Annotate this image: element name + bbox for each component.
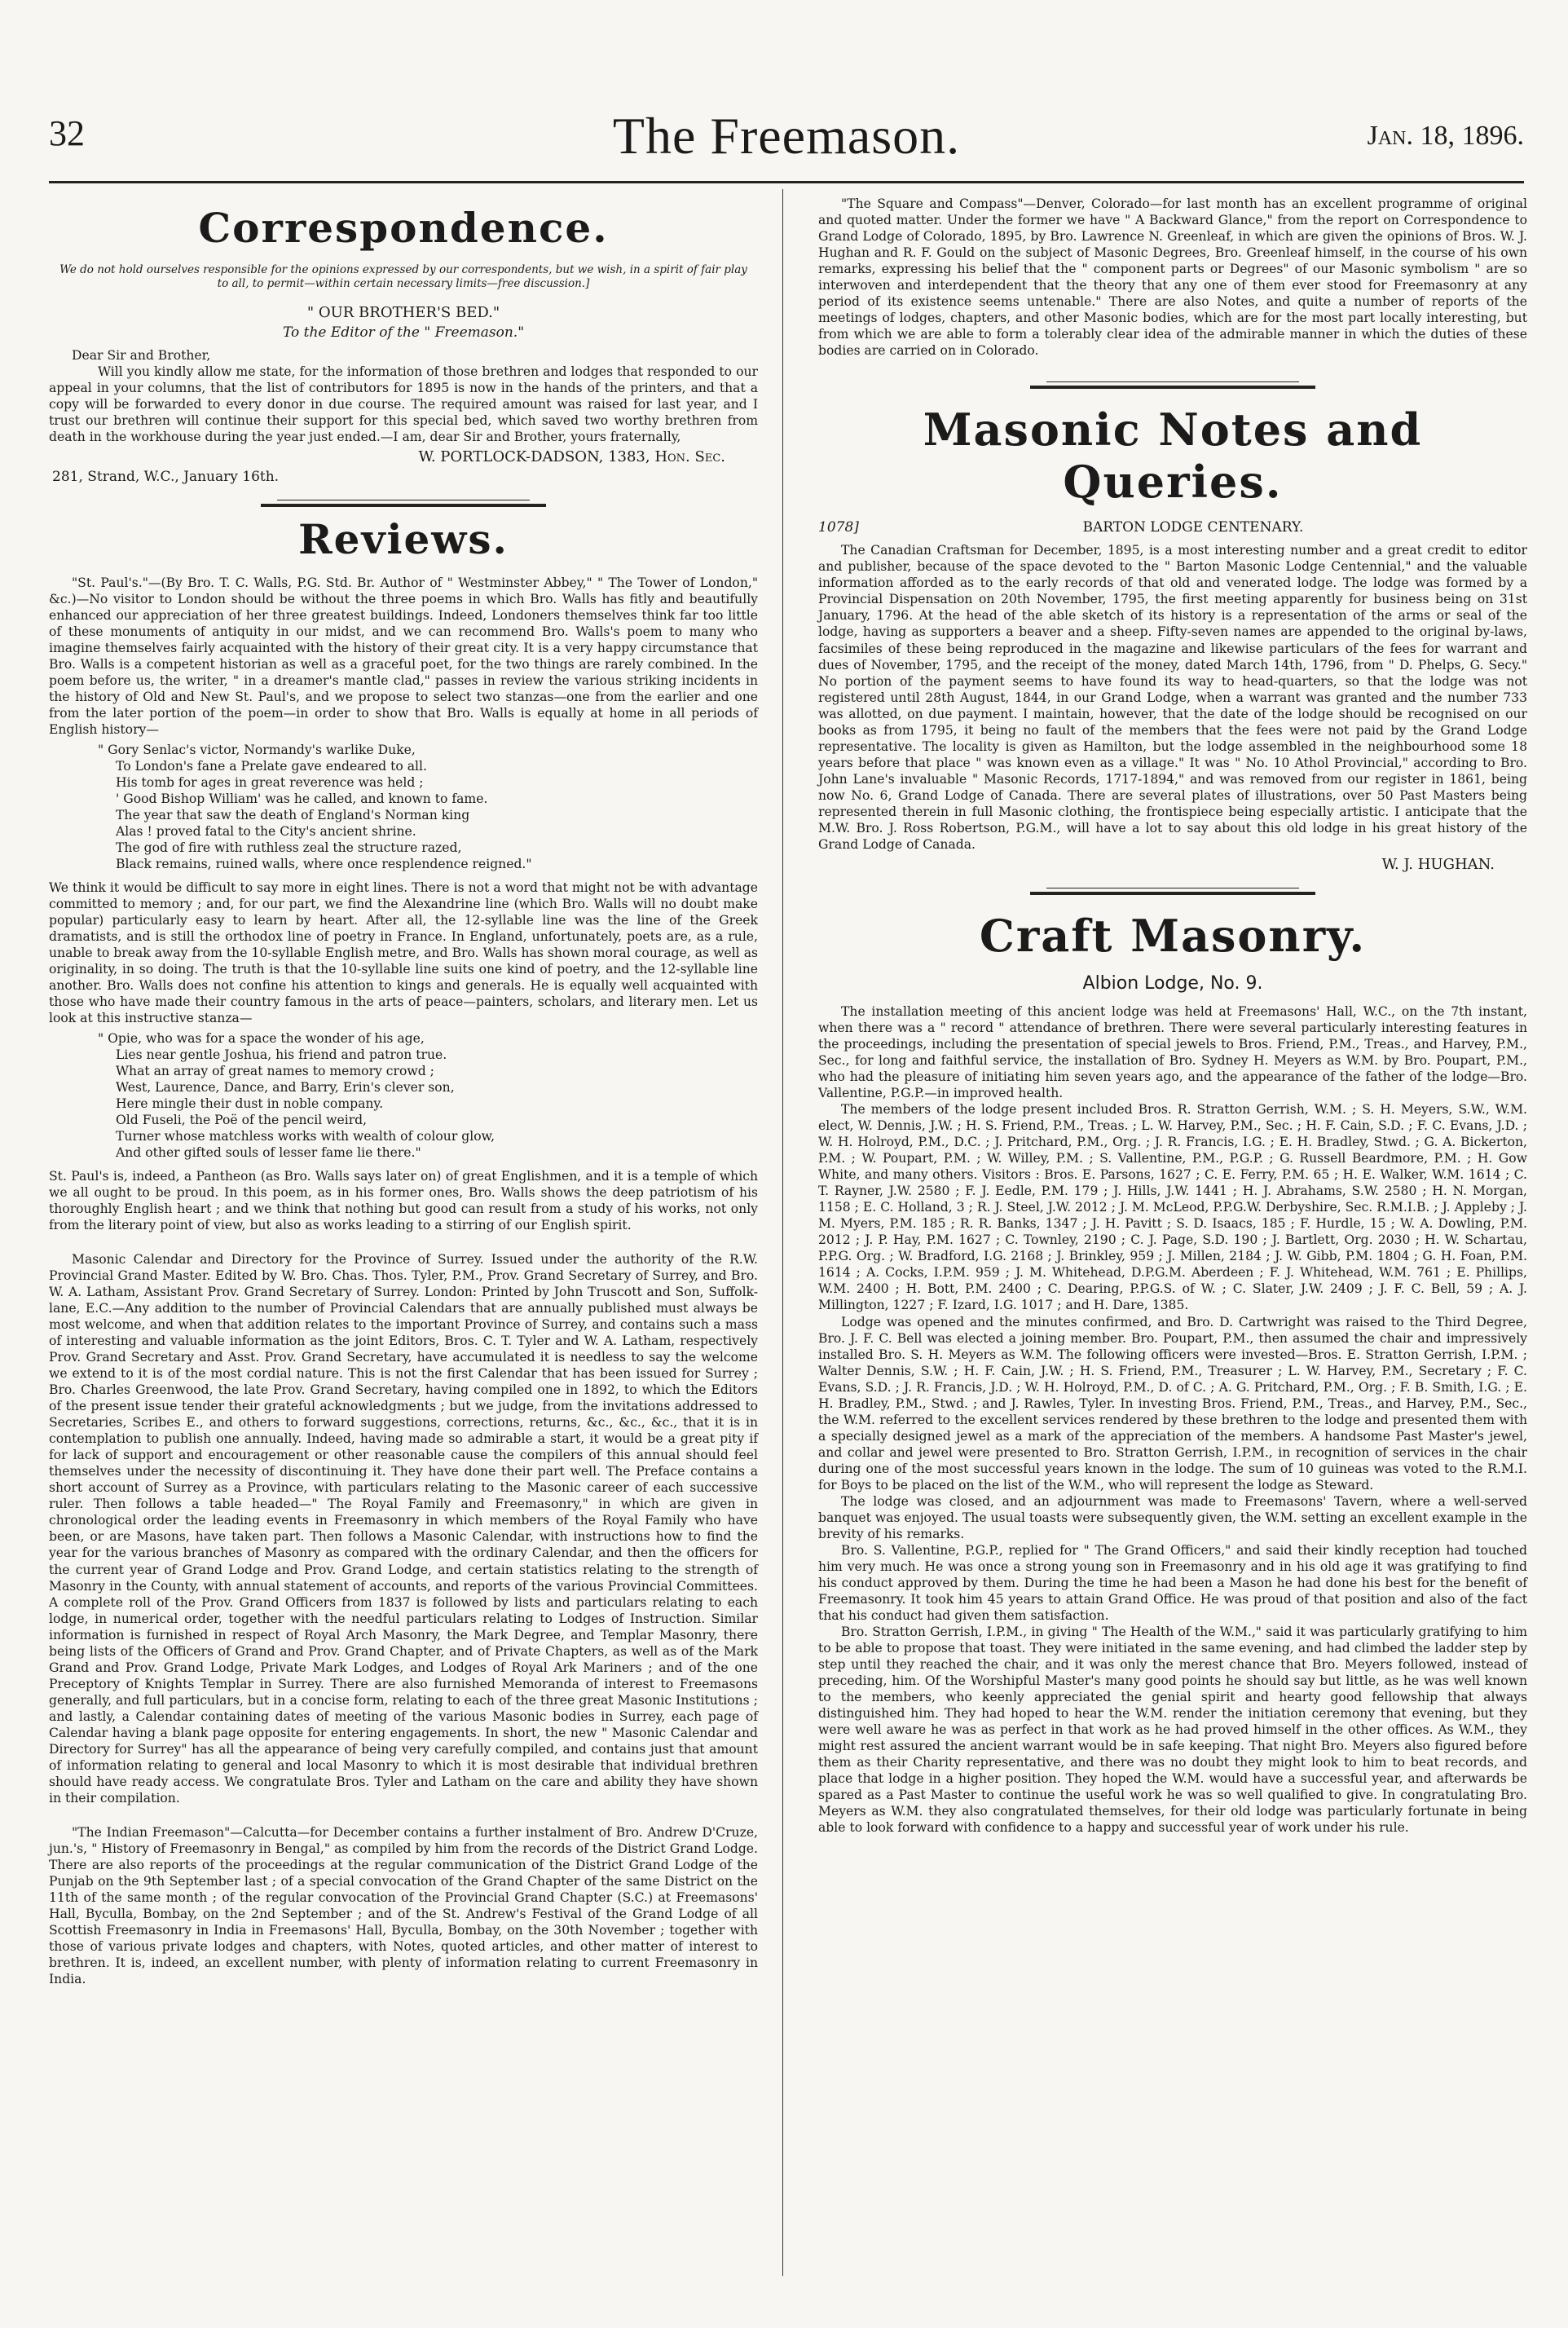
report-paragraph: Lodge was opened and the minutes confirmed, and Bro. D. Cartwright was raised to the Third Degree, Bro. J. F. C. Bell was elected a joining member. Bro. Poupart, P.M., then assumed the chair and impressively installed Bro. S. H. Meyers as W.M. The following officers were invested—Bros. E. Stratton Gerrish, I.P.M. ; Walter Dennis, S.W. ; H. F. Cain, J.W. ; H. S. Friend, P.M., Treasurer ; L. W. Harvey, P.M., Secretary ; F. C. Evans, S.D. ; J. R. Francis, J.D. ; W. H. Holroyd, P.M., D. of C. ; A. G. Pritchard, P.M., Org. ; F. B. Smith, I.G. ; E. H. Bradley, P.M., Stwd. ; and J. Rawles, Tyler. In investing Bros. Friend, P.M., Treas., and Harvey, P.M., Sec., the W.M. referred to the excellent services rendered by these brethren to the lodge and presented them with a specially designed jewel as a mark of the appreciation of the members. A handsome Past Master's jewel, and collar and jewel were presented to Bro. Stratton Gerrish, I.P.M., in recognition of services in the chair during one of the most successful years known in the lodge. The sum of 10 guineas was voted to the R.M.I. for Boys to be placed on the list of the W.M., who will represent the lodge as Steward. <box>818 1314 1527 1492</box>
section-rule <box>261 504 546 507</box>
verse-line: ' Good Bishop William' was he called, and known to fame. <box>116 791 488 807</box>
correspondence-section <box>49 204 758 507</box>
page-number: 32 <box>49 113 85 153</box>
query-number: 1078] <box>818 519 859 536</box>
left-column <box>49 196 758 1987</box>
newspaper-title: The Freemason. <box>612 107 961 165</box>
correspondence-disclaimer: We do not hold ourselves responsible for the opinions expressed by our correspondents, but we wish, in a spirit of fair play to all, to permit—within certain necessary limits—free discussion.] <box>59 263 747 290</box>
section-rule <box>1030 386 1315 389</box>
verse-line: Alas ! proved fatal to the City's ancient shrine. <box>116 824 416 840</box>
verse-line: " Gory Senlac's victor, Normandy's warlike Duke, <box>98 743 416 758</box>
verse-line: And other gifted souls of lesser fame lie there." <box>116 1144 421 1160</box>
reviews-heading: Reviews. <box>298 514 509 563</box>
reviews-section <box>49 515 758 1987</box>
craft-masonry-section <box>818 910 1527 1836</box>
verse-line: Old Fuseli, the Poë of the pencil weird, <box>116 1112 368 1127</box>
notes-queries-section <box>818 403 1527 895</box>
verse-line: What an array of great names to memory crowd ; <box>116 1064 434 1079</box>
section-rule <box>1046 381 1299 382</box>
review-paragraph: "St. Paul's."—(By Bro. T. C. Walls, P.G. Std. Br. Author of " Westminster Abbey," " The Tower of London," &c.)—No visitor to London should be without the three poems in which Bro. Walls has fitly and beautifully enhanced our appreciation of her three greatest buildings. Indeed, Londoners themselves think far too little of these monuments of antiquity in our midst, and we can recommend Bro. Walls's poem to many who imagine themselves fairly acquainted with the history of their great city. It is a very happy circumstance that Bro. Walls is a competent historian as well as a graceful poet, for the two things are rarely combined. In the poem before us, the writer, " in a dreamer's mantle clad," passes in review the various striking incidents in the history of Old and New St. Paul's, and we propose to select two stanzas—one from the earlier and one from the later portion of the poem—in order to show that Bro. Walls is equally at home in all periods of English history— <box>49 575 758 738</box>
letter-addressee: To the Editor of the " Freemason." <box>282 324 525 341</box>
square-compass-review <box>818 196 1527 389</box>
verse-line: The god of fire with ruthless zeal the structure razed, <box>116 840 462 855</box>
letter-address: 281, Strand, W.C., January 16th. <box>52 468 280 485</box>
verse-line: Lies near gentle Joshua, his friend and patron true. <box>116 1047 447 1063</box>
report-paragraph: Bro. Stratton Gerrish, I.P.M., in giving " The Health of the W.M.," said it was particularly gratifying to him to be able to propose that toast. They were initiated in the same evening, and had climbed the ladder step by step until they reached the chair, and it was only the merest chance that Bro. Meyers followed, instead of preceding, him. Of the Worshipful Master's many good points he should say but little, as he was well known to the members, who keenly appreciated the genial spirit and hearty good fellowship that always distinguished him. They had hoped to hear the W.M. render the initiation ceremony that evening, but they were well aware he was as perfect in that work as he had proved himself in the other offices. As W.M., they might rest assured the ancient warrant would be in safe keeping. That night Bro. Meyers also figured before them as their Charity representative, and there was no doubt they might look to him to beat records, and place that lodge in a higher position. They hoped the W.M. would have a successful year, and afterwards be spared as a Past Master to continue the useful work he was so well qualified to give. In congratulating Bro. Meyers as W.M. they also congratulated themselves, for their old lodge was particularly fortunate in being able to look forward with confidence to a happy and successful year of work under his rule. <box>818 1625 1527 1836</box>
issue-date: Jan. 18, 1896. <box>1367 121 1524 151</box>
verse-line: " Opie, who was for a space the wonder of his age, <box>98 1031 425 1047</box>
verse-line: West, Laurence, Dance, and Barry, Erin's clever son, <box>116 1080 455 1096</box>
letter-salutation: Dear Sir and Brother, <box>72 347 211 363</box>
masthead <box>49 106 1524 179</box>
letter-title: " OUR BROTHER'S BED." <box>306 303 500 321</box>
notes-queries-heading: Masonic Notes and Queries. <box>923 403 1423 509</box>
letter-signature: W. PORTLOCK-DADSON, 1383, Hon. Sec. <box>418 448 725 465</box>
report-paragraph: The installation meeting of this ancient lodge was held at Freemasons' Hall, W.C., on the 7th instant, when there was a " record " attendance of brethren. There were several particularly interesting features in the proceedings, including the presentation of special jewels to Bros. Friend, P.M., Treas., and Harvey, P.M., Sec., for long and faithful service, the installation of Bro. Sydney H. Meyers as W.M. by Bro. Poupart, P.M., who had the pleasure of initiating him seven years ago, and the appearance of the father of the lodge—Bro. Vallentine, P.G.P.—in improved health. <box>818 1003 1527 1101</box>
report-paragraph: The members of the lodge present included Bros. R. Stratton Gerrish, W.M. ; S. H. Meyers, S.W., W.M. elect, W. Dennis, J.W. ; H. S. Friend, P.M., Treas. ; L. W. Harvey, P.M., Sec. ; H. F. Cain, S.D. ; F. C. Evans, J.D. ; W. H. Holroyd, P.M., D.C. ; J. Pritchard, P.M., Org. ; J. R. Francis, I.G. ; E. H. Bradley, Stwd. ; G. A. Bickerton, P.M. ; W. Poupart, P.M. ; W. Willey, P.M. ; S. Vallentine, P.M., P.G.P. ; G. Russell Beardmore, P.M. ; H. Gow White, and many others. Visitors : Bros. E. Parsons, 1627 ; C. E. Ferry, P.M. 65 ; H. E. Walker, W.M. 1614 ; C. T. Rayner, J.W. 2580 ; F. J. Eedle, P.M. 179 ; J. Hills, J.W. 1441 ; H. J. Abrahams, S.W. 2580 ; H. N. Morgan, 1158 ; E. C. Holland, 3 ; R. J. Steel, J.W. 2012 ; J. M. McLeod, P.P.G.W. Derbyshire, Sec. R.M.I.B. ; J. Appleby ; J. M. Myers, P.M. 185 ; R. R. Banks, 1347 ; J. H. Pavitt ; S. D. Isaacs, 185 ; F. Hurdle, 15 ; W. A. Dowling, P.M. 2012 ; J. P. Hay, P.M. 1627 ; C. Townley, 2190 ; C. J. Page, S.D. 190 ; J. Bartlett, Org. 2030 ; H. W. Schartau, P.P.G. Org. ; W. Bradford, I.G. 2168 ; J. Brinkley, 959 ; J. Millen, 2184 ; J. W. Gibb, P.M. 1804 ; G. H. Foan, P.M. 1614 ; A. Cocks, I.P.M. 959 ; J. M. Whitehead, D.P.G.M. Aberdeen ; F. J. Whitehead, W.M. 761 ; E. Phillips, W.M. 2400 ; H. Bott, P.M. 2400 ; C. Dearing, P.P.G.S. of W. ; C. Slater, J.W. 2409 ; J. F. C. Bell, 59 ; A. J. Millington, 1227 ; F. Izard, I.G. 1017 ; and H. Dare, 1385. <box>818 1102 1527 1313</box>
query-title: BARTON LODGE CENTENARY. <box>1082 519 1304 536</box>
report-paragraph: The lodge was closed, and an adjournment was made to Freemasons' Tavern, where a well-served banquet was enjoyed. The usual toasts were subsequently given, the W.M. setting an excellent example in the brevity of his remarks. <box>818 1493 1527 1541</box>
verse-line: His tomb for ages in great reverence was held ; <box>116 775 424 791</box>
verse-line: Black remains, ruined walls, where once resplendence reigned." <box>116 856 532 871</box>
review-paragraph: "The Square and Compass"—Denver, Colorado—for last month has an excellent programme of original and quoted matter. Under the former we have " A Backward Glance," from the report on Correspondence to Grand Lodge of Colorado, 1895, by Bro. Lawrence N. Greenleaf, in which are given the opinions of Bros. W. J. Hughan and R. F. Gould on the subject of Masonic Degrees, Bro. Greenleaf himself, in the course of his own remarks, expressing his belief that the " component parts or Degrees" of our Masonic symbolism " are so interwoven and interdependent that the theory that any one of them ever stood for Freemasonry at any period of its existence seems untenable." There are also Notes, and quite a number of reports of the meetings of lodges, chapters, and other Masonic bodies, which are for the most part locally interesting, but from which we are able to form a tolerably clear idea of the admirable manner in which the duties of these bodies are carried on in Colorado. <box>818 196 1527 359</box>
lodge-subheading: Albion Lodge, No. 9. <box>1082 972 1263 994</box>
correspondence-heading: Correspondence. <box>198 204 609 252</box>
letter-body: Will you kindly allow me state, for the information of those brethren and lodges that responded to our appeal in your columns, that the list of contributors for 1895 is now in the hands of the printers, and that a copy will be forwarded to every donor in due course. The required amount was raised for last year, and I trust our brethren will continue their support for this special bed, which saved two worthy brethren from death in the workhouse during the year just ended.—I am, dear Sir and Brother, yours fraternally, <box>49 364 758 444</box>
review-paragraph: Masonic Calendar and Directory for the Province of Surrey. Issued under the authority of the R.W. Provincial Grand Master. Edited by W. Bro. Chas. Thos. Tyler, P.M., Prov. Grand Secretary of Surrey, and Bro. W. A. Latham, Assistant Prov. Grand Secretary of Surrey. London: Printed by John Truscott and Son, Suffolk-lane, E.C.—Any addition to the number of Provincial Calendars that are annually published must always be most welcome, and when that addition relates to the important Province of Surrey, and contains such a mass of interesting and valuable information as the joint Editors, Bros. C. T. Tyler and W. A. Latham, respectively Prov. Grand Secretary and Asst. Prov. Grand Secretary, have accumulated it is needless to say the welcome we extend to it is of the most cordial nature. This is not the first Calendar that has been issued for Surrey ; Bro. Charles Greenwood, the late Prov. Grand Secretary, having compiled one in 1892, to which the Editors of the present issue tender their grateful acknowledgments ; but we judge, from the invitations addressed to Secretaries, Scribes E., and others to forward suggestions, corrections, returns, &c., &c., &c., that it is in contemplation to publish one annually. Indeed, having made so admirable a start, it would be a great pity if for lack of support and encouragement or other reasonable cause the compilers of this annual should feel themselves under the necessity of discontinuing it. They have done their part well. The Preface contains a short account of Surrey as a Province, with particulars relating to the Masonic career of each successive ruler. Then follows a table headed—" The Royal Family and Freemasonry," in which are given in chronological order the leading events in Freemasonry in which members of the Royal Family who have been, or are Masons, have taken part. Then follows a Masonic Calendar, with instructions how to find the year for the various branches of Masonry as compared with the ordinary Calendar, and then the officers for the current year of Grand Lodge and Prov. Grand Lodge, and certain statistics relating to the strength of Masonry in the County, with annual statement of accounts, and reports of the various Provincial Committees. A complete roll of the Prov. Grand Officers from 1837 is followed by lists and particulars relating to each lodge, in numerical order, together with the needful particulars relating to Lodges of Instruction. Similar information is furnished in respect of Royal Arch Masonry, the Mark Degree, and Templar Masonry, there being lists of the Officers of Grand and Prov. Grand Chapter, and of Private Chapters, as well as of the Mark Grand and Prov. Grand Lodge, Private Mark Lodges, and Lodges of Royal Ark Mariners ; and of the one Preceptory of Knights Templar in Surrey. There are also furnished Memoranda of interest to Freemasons generally, and full particulars, but in a concise form, relating to each of the three great Masonic Institutions ; and lastly, a Calendar containing dates of meeting of the various Masonic bodies in Surrey, each page of Calendar having a blank page opposite for entering engagements. In short, the new " Masonic Calendar and Directory for Surrey" has all the appearance of being very carefully compiled, and contains just that amount of information relating to general and local Masonry to which it is most desirable that individual brethren should have ready access. We congratulate Bros. Tyler and Latham on the care and ability they have shown in their compilation. <box>49 1251 758 1806</box>
verse-line: Turner whose matchless works with wealth of colour glow, <box>116 1128 496 1144</box>
verse-line: The year that saw the death of England's Norman king <box>116 808 470 823</box>
review-paragraph: We think it would be difficult to say more in eight lines. There is not a word that might not be with advantage committed to memory ; and, for our part, we find the Alexandrine line (which Bro. Walls will no doubt make popular) particularly easy to learn by heart. After all, the 12-syllable line was the line of the Greek dramatists, and is still the orthodox line of poetry in France. In England, unfortunately, poets are, as a rule, unable to break away from the 10-syllable English metre, and Bro. Walls has shown moral courage, as well as originality, in so doing. The truth is that the 10-syllable line suits one kind of poetry, and the 12-syllable line another. Bro. Walls does not confine his attention to kings and generals. He is equally well acquainted with those who have made their country famous in the arts of peace—painters, scholars, and literary men. Let us look at this instructive stanza— <box>49 880 758 1026</box>
poem-stanza <box>98 743 758 873</box>
review-paragraph: St. Paul's is, indeed, a Pantheon (as Bro. Walls says later on) of great Englishmen, and it is a temple of which we all ought to be proud. In this poem, as in his former ones, Bro. Walls shows the deep patriotism of his thoroughly English heart ; and we think that nothing but good can result from a study of his works, not only from the literary point of view, but also as works leading to a stirring of our English spirit. <box>49 1168 758 1232</box>
verse-line: Here mingle their dust in noble company. <box>116 1096 384 1111</box>
column-divider <box>782 189 783 2276</box>
query-body: The Canadian Craftsman for December, 1895, is a most interesting number and a great credit to editor and publisher, because of the space devoted to the " Barton Masonic Lodge Centennial," and the valuable information afforded as to the early records of that old and venerated lodge. The lodge was formed by a Provincial Dispensation on 20th November, 1795, the first meeting apparently for business being on 31st January, 1796. At the head of the able sketch of its history is a representation of the arms or seal of the lodge, having as supporters a beaver and a sheep. Fifty-seven names are appended to the original by-laws, facsimiles of these being reproduced in the magazine and likewise particulars of the fees for warrant and dues of November, 1795, and the receipt of the money, dated March 14th, 1796, from " D. Phelps, G. Secy." No portion of the payment seems to have found its way to head-quarters, so that the lodge was not registered until 28th August, 1844, in our Grand Lodge, when a warrant was granted and the number 733 was allotted, on due payment. I maintain, however, that the date of the lodge should be recognised on our books as from 1795, it being no fault of the members that the fees were not paid by the Grand Lodge representative. The locality is given as Hamilton, but the lodge assembled in the neighbourhood some 18 years before that place " was known even as a village." It was " No. 10 Athol Provincial," according to Bro. John Lane's invaluable " Masonic Records, 1717-1894," and was removed from our register in 1861, being now No. 6, Grand Lodge of Canada. There are several plates of illustrations, over 50 Past Masters being represented therein in full Masonic clothing, the frontispiece being especially artistic. I anticipate that the M.W. Bro. J. Ross Robertson, P.G.M., will have a lot to say about this old lodge in his great history of the Grand Lodge of Canada. <box>818 543 1527 852</box>
masthead-rule <box>49 181 1524 183</box>
verse-line: To London's fane a Prelate gave endeared to all. <box>116 759 427 774</box>
review-paragraph: "The Indian Freemason"—Calcutta—for December contains a further instalment of Bro. Andrew D'Cruze, jun.'s, " History of Freemasonry in Bengal," as compiled by him from the records of the District Grand Lodge. There are also reports of the proceedings at the regular communication of the District Grand Lodge of the Punjab on the 9th September last ; of a special convocation of the Grand Chapter of the same District on the 11th of the same month ; of the regular convocation of the Provincial Grand Chapter (S.C.) at Freemasons' Hall, Byculla, Bombay, on the 2nd September ; and of the St. Andrew's Festival of the Grand Lodge of all Scottish Freemasonry in India in Freemasons' Hall, Byculla, Bombay, on the 30th November ; together with those of various private lodges and chapters, with Notes, quoted articles, and other matter of interest to brethren. It is, indeed, an excellent number, with plenty of information relating to current Freemasonry in India. <box>49 1824 758 1987</box>
poem-stanza <box>98 1031 758 1162</box>
report-paragraph: Bro. S. Vallentine, P.G.P., replied for " The Grand Officers," and said their kindly reception had touched him very much. He was once a strong young son in Freemasonry and in his old age it was gratifying to find his conduct approved by them. During the time he had been a Mason he had done his best for the benefit of Freemasonry. It took him 45 years to attain Grand Office. He was proud of that position and also of the fact that his conduct had given them satisfaction. <box>818 1542 1527 1624</box>
right-column <box>818 196 1527 1836</box>
query-signature: W. J. HUGHAN. <box>1381 855 1495 873</box>
craft-masonry-heading: Craft Masonry. <box>979 909 1367 962</box>
section-rule <box>1030 892 1315 895</box>
query-title-line <box>818 519 1527 536</box>
